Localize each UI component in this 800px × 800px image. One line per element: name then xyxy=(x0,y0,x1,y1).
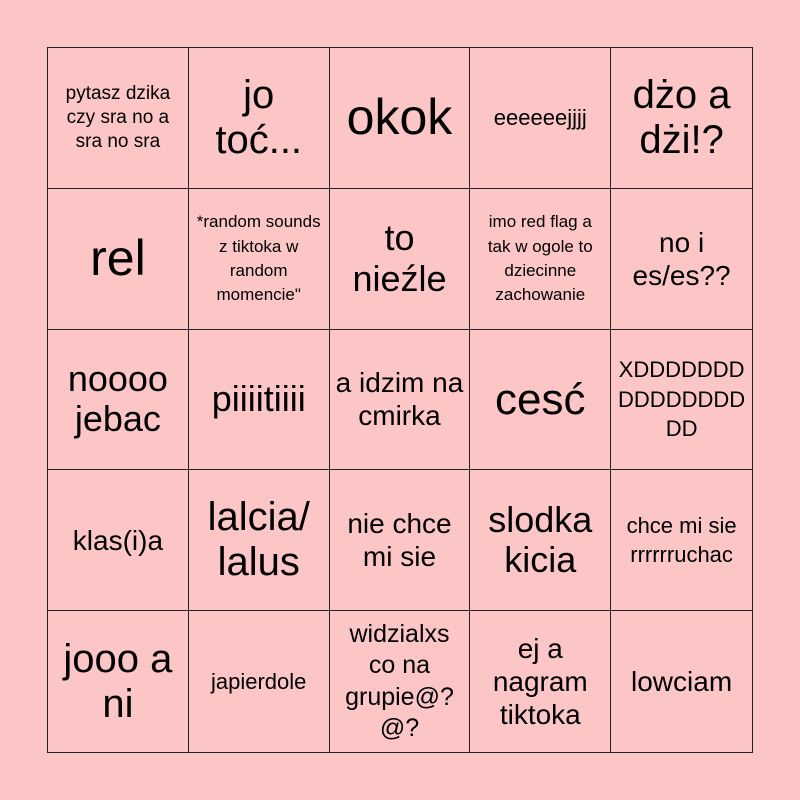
cell-text: slodka kicia xyxy=(488,498,593,581)
bingo-cell[interactable] xyxy=(470,48,611,189)
cell-text: lowciam xyxy=(631,666,733,698)
cell-text: a idzim na cmirka xyxy=(335,367,464,432)
cell-text: eeeeeejjjj xyxy=(493,105,587,131)
cell-text: no i es/es?? xyxy=(632,226,731,291)
cell-text: okok xyxy=(346,89,453,146)
cell-text: jo toć... xyxy=(215,73,303,162)
cell-text: noooo jebac xyxy=(67,357,168,440)
bingo-cell[interactable] xyxy=(330,611,471,752)
cell-text: jooo a ni xyxy=(63,636,173,726)
bingo-cell[interactable] xyxy=(189,611,330,752)
bingo-cell[interactable] xyxy=(470,470,611,611)
bingo-cell[interactable] xyxy=(611,611,752,752)
cell-text: chce mi sie rrrrrruchac xyxy=(626,512,737,568)
bingo-cell[interactable] xyxy=(611,470,752,611)
cell-text: cesć xyxy=(495,374,586,424)
bingo-cell[interactable] xyxy=(330,189,471,330)
cell-text: to nieźle xyxy=(352,217,447,299)
bingo-cell[interactable] xyxy=(330,330,471,471)
cell-text: XDDDDDDDDDDDDDDDDD xyxy=(618,356,746,442)
bingo-cell[interactable] xyxy=(48,189,189,330)
cell-text: ej a nagram tiktoka xyxy=(492,633,588,731)
cell-text: imo red flag a tak w ogole to dziecinne zachowanie xyxy=(487,212,593,304)
bingo-cell[interactable] xyxy=(189,48,330,189)
bingo-cell[interactable] xyxy=(48,330,189,471)
cell-text: *random sounds z tiktoka w random momencie" xyxy=(196,212,321,304)
cell-text: lalcia/ lalus xyxy=(207,495,310,585)
bingo-cell[interactable] xyxy=(189,189,330,330)
cell-text: japierdole xyxy=(210,668,307,694)
cell-text: piiiitiiii xyxy=(211,378,306,420)
cell-text: pytasz dzika czy sra no a sra no sra xyxy=(65,82,171,152)
cell-text: rel xyxy=(90,230,146,287)
bingo-board xyxy=(47,47,753,753)
bingo-cell[interactable] xyxy=(189,330,330,471)
cell-text: nie chce mi sie xyxy=(347,508,452,573)
bingo-cell[interactable] xyxy=(470,330,611,471)
cell-text: dżo a dżi!? xyxy=(632,73,731,162)
bingo-cell[interactable] xyxy=(330,48,471,189)
bingo-cell[interactable] xyxy=(611,330,752,471)
bingo-cell[interactable] xyxy=(48,470,189,611)
bingo-cell[interactable] xyxy=(611,189,752,330)
cell-text: klas(i)a xyxy=(72,524,164,556)
cell-text: widzialxs co na grupie@?@? xyxy=(345,620,454,742)
bingo-cell[interactable] xyxy=(48,48,189,189)
bingo-cell[interactable] xyxy=(189,470,330,611)
bingo-cell[interactable] xyxy=(48,611,189,752)
bingo-cell[interactable] xyxy=(611,48,752,189)
bingo-cell[interactable] xyxy=(470,611,611,752)
bingo-cell[interactable] xyxy=(470,189,611,330)
bingo-cell[interactable] xyxy=(330,470,471,611)
